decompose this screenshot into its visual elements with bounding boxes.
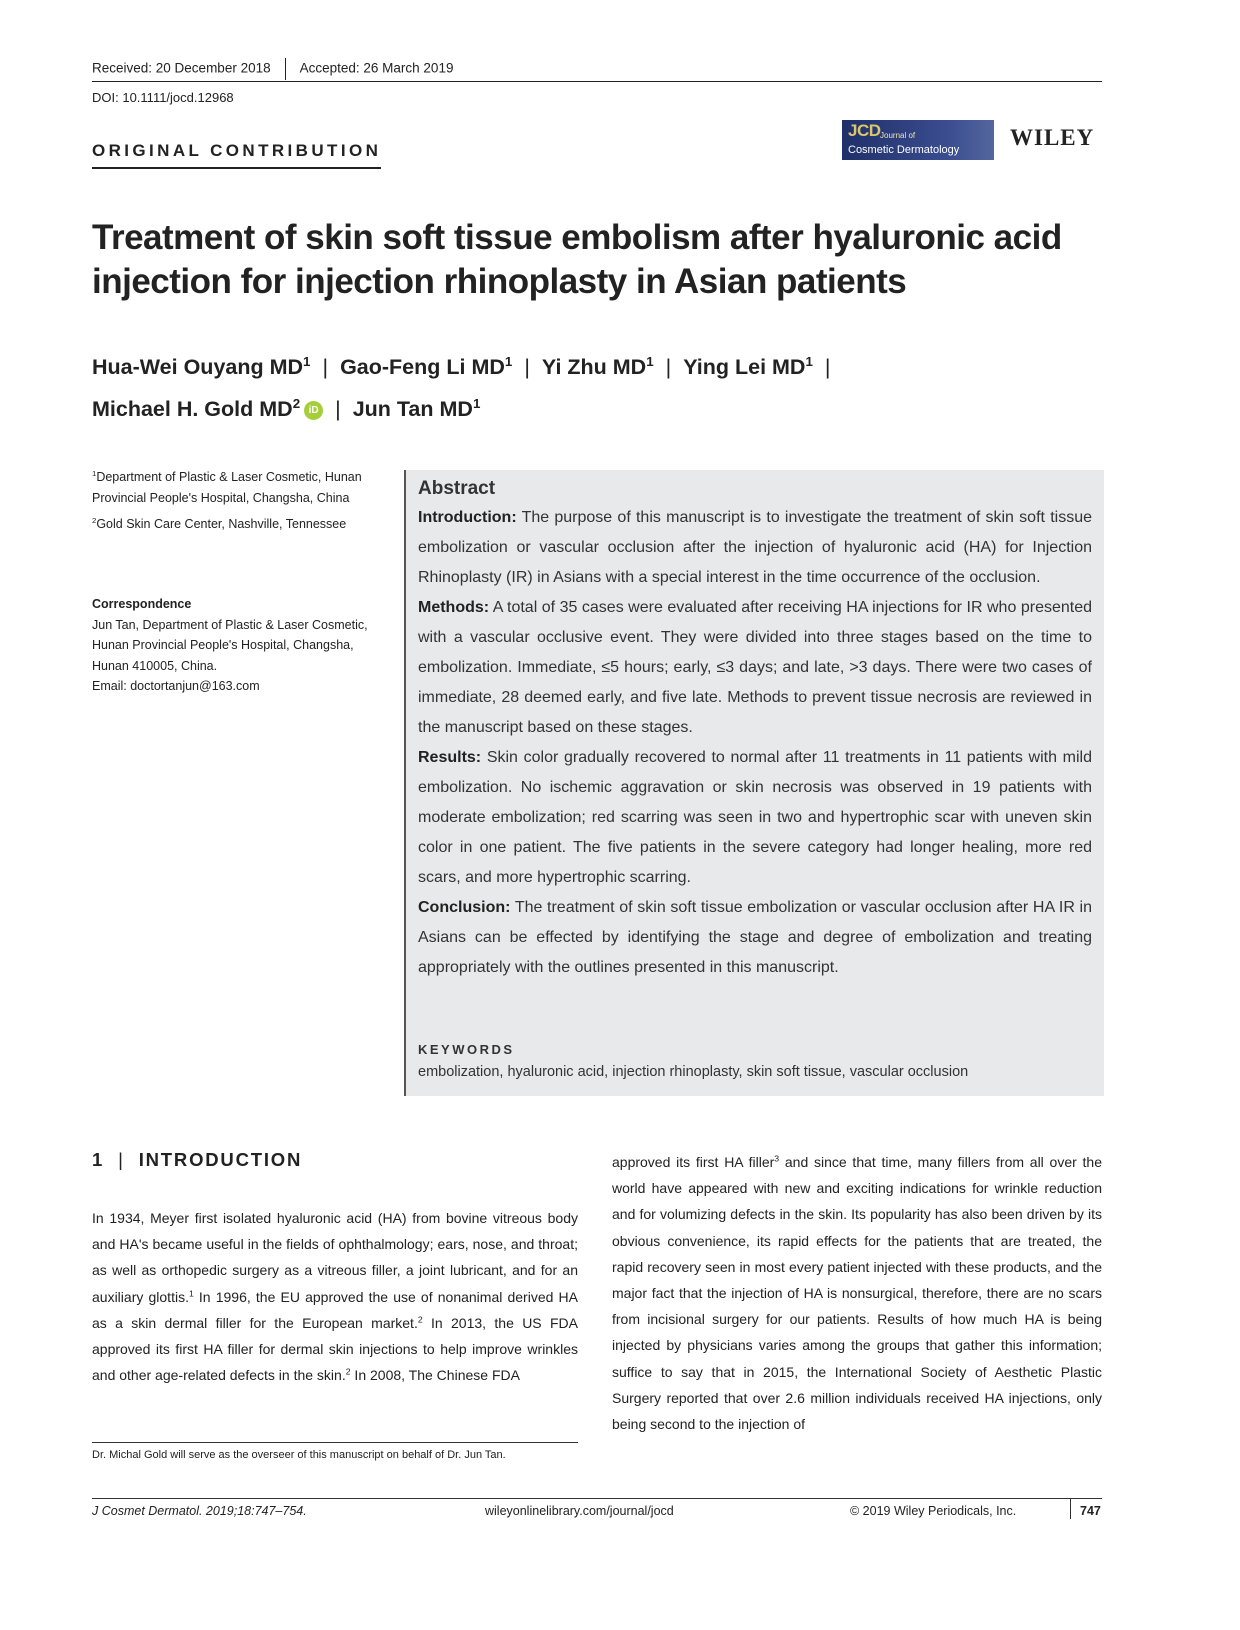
orcid-icon[interactable]: iD	[304, 401, 323, 420]
doi[interactable]: DOI: 10.1111/jocd.12968	[92, 90, 234, 105]
citation-ref[interactable]: 3	[774, 1153, 780, 1164]
correspondence	[92, 594, 382, 697]
citation-ref[interactable]: 1	[188, 1287, 194, 1298]
header-rule	[92, 81, 1102, 82]
abstract-box	[404, 470, 1104, 1096]
journal-logo-line1: Journal of	[880, 131, 916, 140]
author[interactable]: Ying Lei $MD^1$	[683, 353, 813, 379]
abstract-methods: Methods: A total of 35 cases were evaluated after receiving HA injections for IR who presented with a vascular occlusive event. They were divided into three stages based on the time to embolization. Immediate, ≤5 hours; early, ≤3 days; and late, >3 days. There were two cases of immediate, 28 deemed early, and five late. Methods to prevent tissue necrosis are reviewed in the manuscript based on these stages.	[418, 599, 1093, 736]
footnote: Dr. Michal Gold will serve as the overseer of this manuscript on behalf of Dr. Jun Tan.	[92, 1449, 506, 1461]
author[interactable]: Michael H. Gold $MD^2$ iD	[92, 397, 323, 421]
footer-separator	[1070, 1499, 1071, 1519]
author[interactable]: Gao-Feng Li $MD^1$	[340, 353, 513, 379]
date-separator	[285, 58, 286, 80]
article-type-label: ORIGINAL CONTRIBUTION	[92, 141, 381, 169]
journal-logo-line2: Cosmetic Dermatology	[848, 144, 960, 156]
correspondence-email[interactable]: Email: doctortanjun@163.com	[92, 679, 260, 693]
author[interactable]: Hua-Wei Ouyang $MD^1$	[92, 353, 311, 379]
abstract-conclusion: Conclusion: The treatment of skin soft tissue embolization or vascular occlusion after HA IR in Asians can be effected by identifying the stage and degree of embolization and treating appropriately with the outlines presented in this manuscript.	[418, 899, 1093, 976]
author[interactable]: Jun Tan $MD^1$	[352, 395, 481, 421]
author-separator: |	[322, 355, 329, 379]
affiliations	[92, 467, 382, 541]
section-heading-introduction: 1 | INTRODUCTION	[92, 1149, 303, 1170]
copyright: © 2019 Wiley Periodicals, Inc.	[850, 1504, 1017, 1518]
citation-ref[interactable]: 2	[417, 1314, 423, 1325]
publisher-logo: WILEY	[1010, 125, 1095, 150]
author-separator: |	[665, 355, 672, 379]
abstract-introduction: Introduction: The purpose of this manuscript is to investigate the treatment of skin soft tissue embolization or vascular occlusion after the injection of hyaluronic acid (HA) for Injection Rhinoplasty (IR) in Asians with a special interest in the time occurrence of the occlusion.	[418, 509, 1092, 586]
received-date: Received: 20 December 2018	[92, 60, 271, 76]
keywords: embolization, hyaluronic acid, injection rhinoplasty, skin soft tissue, vascular occlusion	[418, 1064, 969, 1080]
publication-dates	[92, 58, 453, 80]
abstract-results: Results: Skin color gradually recovered to normal after 11 treatments in 11 patients with mild embolization. No ischemic aggravation or skin necrosis was observed in 19 patients with moderate embolization; red scarring was seen in two and hypertrophic scar with uneven skin color in one patient. The five patients in the severe category had longer healing, more red scars, and more hypertrophic scarring.	[418, 749, 1092, 886]
citation-line: J Cosmet Dermatol. 2019;18:747–754.	[92, 1504, 307, 1518]
journal-logo	[842, 120, 994, 160]
affiliation: $^1$Department of Plastic & Laser Cosmetic, Hunan Provincial People's Hospital, Changsha, China	[92, 468, 362, 505]
affiliation: $^2$Gold Skin Care Center, Nashville, Tennessee	[92, 515, 347, 531]
footnote-rule	[92, 1442, 578, 1443]
body-column-left: In 1934, Meyer first isolated hyaluronic acid (HA) from bovine vitreous body and HA's became useful in the fields of ophthalmology; ears, nose, and throat; as well as orthopedic surgery as a vitreous filler, a joint lubricant, and for an auxiliary glottis.$^1$ In 1996, the EU approved the use of nonanimal derived HA as a skin dermal filler for the European market.$^2$ In 2013, the US FDA approved its first HA filler for dermal skin injections to help improve wrinkles and other age-related defects in the skin.$^2$ In 2008, The Chinese FDA	[92, 1210, 578, 1384]
accepted-date: Accepted: 26 March 2019	[299, 60, 454, 76]
footer-rule	[92, 1498, 1102, 1499]
correspondence-heading: Correspondence	[92, 597, 192, 611]
author-separator: |	[335, 397, 341, 421]
article-title: Treatment of skin soft tissue embolism after hyaluronic acid injection for injection rhinoplasty in Asian patients	[92, 218, 1062, 301]
journal-url[interactable]: wileyonlinelibrary.com/journal/jocd	[485, 1504, 674, 1518]
page-number: 747	[1080, 1504, 1101, 1518]
author[interactable]: Yi Zhu $MD^1$	[541, 353, 654, 379]
keywords-heading: KEYWORDS	[418, 1042, 515, 1057]
journal-logo-abbr: JCD	[848, 121, 881, 140]
citation-ref[interactable]: 2	[345, 1366, 351, 1377]
author-separator: |	[824, 355, 831, 379]
abstract-heading: Abstract	[418, 478, 496, 499]
author-separator: |	[524, 355, 530, 379]
body-column-right: approved its first HA filler$^3$ and since that time, many fillers from all over the world have appeared with new and exciting indications for wrinkle reduction and for volumizing defects in the skin. Its popularity has also been driven by its obvious convenience, its rapid effects for the patients that are treated, the rapid recovery seen in most every patient injected with these products, and the major fact that the injection of HA is nonsurgical, therefore, there are no scars from incisional surgery for our patients. Results of how much HA is being injected by physicians varies among the groups that gather this information; suffice to say that in 2015, the International Society of Aesthetic Plastic Surgery reported that over 2.6 million individuals received HA injections, only being second to the injection of	[612, 1153, 1102, 1433]
correspondence-address: Jun Tan, Department of Plastic & Laser Cosmetic, Hunan Provincial People's Hospital, Changsha, Hunan 410005, China.	[92, 617, 368, 673]
author-list	[92, 346, 1102, 430]
